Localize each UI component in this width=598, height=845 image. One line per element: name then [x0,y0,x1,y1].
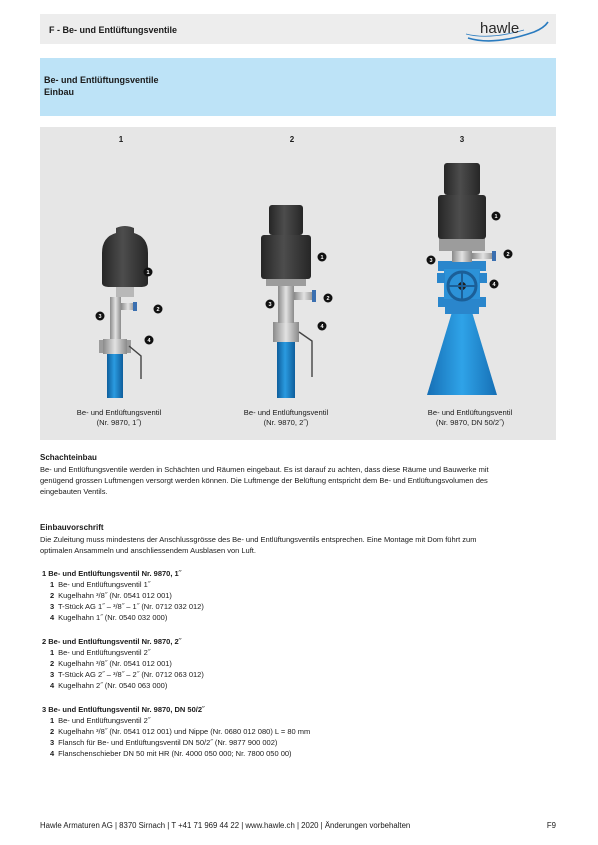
list-item: 2 Kugelhahn ³/8˝ (Nr. 0541 012 001) [50,591,172,600]
svg-text:2: 2 [326,296,330,302]
svg-text:3: 3 [268,302,272,308]
pipe-1 [107,352,123,398]
tee-piece-1 [110,297,121,339]
caption-3: Be- und Entlüftungsventil (Nr. 9870, DN 50/2˝) [427,408,513,427]
valve-illustrations [40,127,556,440]
svg-text:3: 3 [429,258,433,264]
marker-2-valve3 [504,250,513,259]
schachteinbau-heading: Schachteinbau [40,453,97,462]
einbauvorschrift-text: Die Zuleitung muss mindestens der Anschlussgrösse des Be- und Entlüftungsventils entsprechen. Eine Montage mit Dom führt zum optimalen Ansammeln und anschliessendem Ausblasen von Luft. [40,535,477,555]
svg-text:1: 1 [320,255,324,261]
list-item: 1 Be- und Entlüftungsventil 2˝ [50,648,151,657]
parts-list-title: 2 Be- und Entlüftungsventil Nr. 9870, 2˝ [42,637,182,646]
list-item: 3 T-Stück AG 2˝ – ³/8˝ – 2˝ (Nr. 0712 063 012) [50,670,204,679]
installation-figure [40,127,556,440]
valve-lever-2 [299,332,312,377]
svg-text:3: 3 [98,314,102,320]
marker-1-valve2 [318,253,327,262]
svg-text:4: 4 [320,324,324,330]
svg-text:2: 2 [506,252,510,258]
list-item: 1 Be- und Entlüftungsventil 2˝ [50,716,151,725]
figure-number-3: 3 [459,135,465,144]
parts-list-title: 3 Be- und Entlüftungsventil Nr. 9870, DN 50/2˝ [42,705,205,714]
parts-list-title: 1 Be- und Entlüftungsventil Nr. 9870, 1˝ [42,569,182,578]
marker-1-valve3 [492,212,501,221]
parts-list-3 [42,704,310,759]
section-subtitle: Einbau [44,87,75,97]
list-item: 2 Kugelhahn ³/8˝ (Nr. 0541 012 001) [50,659,172,668]
ball-valve-1 [103,339,127,354]
flange-cone-3 [427,312,497,395]
section-title: Be- und Entlüftungsventile [44,75,159,85]
tee-piece-2 [278,285,294,323]
footer-text: Hawle Armaturen AG | 8370 Sirnach | T +41 71 969 44 22 | www.hawle.ch | 2020 | Änderungen vorbehalten [40,821,411,830]
ball-valve-2 [273,322,299,342]
page-number: F9 [546,821,556,830]
marker-3-valve2 [266,300,275,309]
marker-4-valve3 [490,280,499,289]
list-item: 4 Kugelhahn 1˝ (Nr. 0540 032 000) [50,613,168,622]
caption-2: Be- und Entlüftungsventil (Nr. 9870, 2˝) [243,408,329,427]
header-title: F - Be- und Entlüftungsventile [49,25,177,35]
vent-valve-body-1 [102,226,148,287]
list-item: 2 Kugelhahn ³/8˝ (Nr. 0541 012 001) und Nippe (Nr. 0680 012 080) L = 80 mm [50,727,311,736]
parts-list-2 [42,636,204,691]
page-header [40,14,556,44]
svg-text:4: 4 [147,338,151,344]
marker-2-valve1 [154,305,163,314]
svg-text:2: 2 [156,307,160,313]
caption-1: Be- und Entlüftungsventil (Nr. 9870, 1˝) [76,408,162,427]
svg-text:1: 1 [494,214,498,220]
hawle-logo [464,16,550,44]
list-item: 3 Flansch für Be- und Entlüftungsventil DN 50/2˝ (Nr. 9877 900 002) [50,738,278,747]
vent-valve-top-2 [269,205,303,235]
svg-text:1: 1 [146,270,150,276]
marker-3-valve3 [427,256,436,265]
valve-assembly-3 [427,163,497,395]
marker-3-valve1 [96,312,105,321]
list-item: 3 T-Stück AG 1˝ – ³/8˝ – 1˝ (Nr. 0712 032 012) [50,602,204,611]
marker-2-valve2 [324,294,333,303]
list-item: 4 Flanschenschieber DN 50 mit HR (Nr. 4000 050 000; Nr. 7800 050 00) [50,749,292,758]
parts-list-1 [42,568,204,623]
svg-text:hawle: hawle [480,20,520,37]
figure-number-2: 2 [289,135,295,144]
marker-4-valve1 [145,336,154,345]
list-item: 1 Be- und Entlüftungsventil 1˝ [50,580,151,589]
valve-assembly-1 [99,226,148,398]
svg-text:4: 4 [492,282,496,288]
vent-valve-top-3 [444,163,480,195]
marker-1-valve1 [144,268,153,277]
schachteinbau-text: Be- und Entlüftungsventile werden in Schächten und Räumen eingebaut. Es ist darauf zu achten, dass diese Räume und Bauwerke mit genügend grossen Luftmengen versorgt werden können. Die Luftmenge der Belüftung entspricht dem Be- und Entlüftungsvolumen des eingebauten Ventils. [40,465,489,496]
figure-number-1: 1 [118,135,124,144]
pipe-2 [277,340,295,398]
marker-4-valve2 [318,322,327,331]
vent-valve-body-3 [438,195,486,239]
einbauvorschrift-heading: Einbauvorschrift [40,523,104,532]
vent-valve-body-2 [261,235,311,279]
list-item: 4 Kugelhahn 2˝ (Nr. 0540 063 000) [50,681,168,690]
section-title-box [40,58,556,116]
